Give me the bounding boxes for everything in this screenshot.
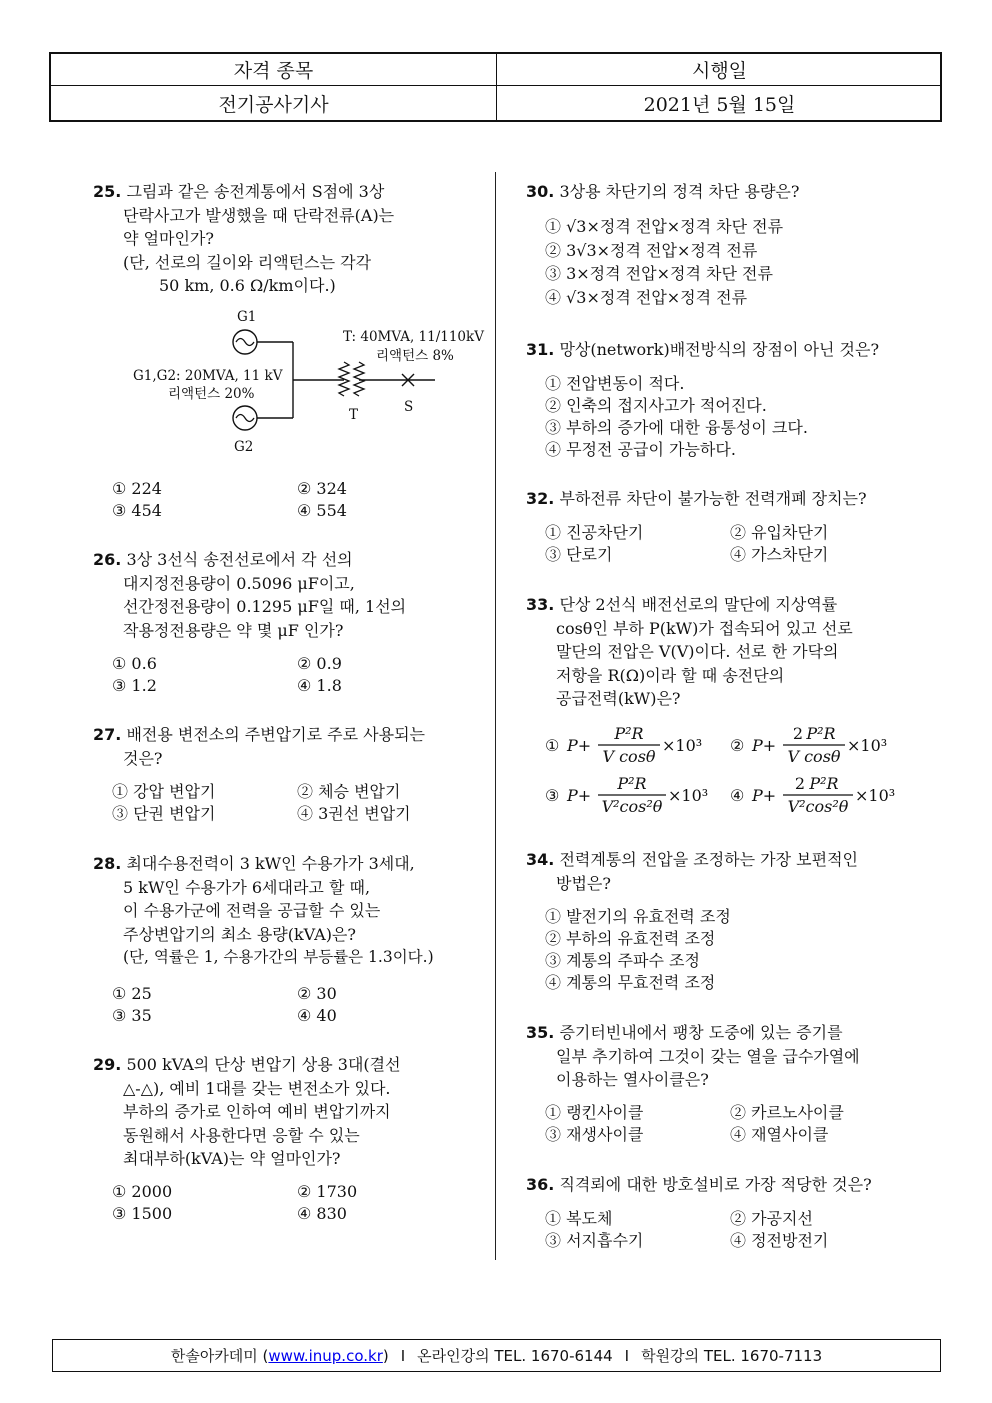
option[interactable]: ③ 454 [112, 501, 162, 520]
fault-point-label: S [404, 399, 414, 415]
transformer-primary-icon [339, 362, 349, 396]
footer-separator: I [624, 1346, 630, 1365]
option[interactable]: ② 인축의 접지사고가 적어진다. [545, 396, 767, 415]
formula-multiplier: ×10³ [847, 736, 888, 755]
option[interactable]: ① √3×정격 전압×정격 차단 전류 [545, 217, 784, 236]
question-text: 약 얼마인가? [123, 229, 214, 248]
transformer-reactance: 리액턴스 8% [376, 348, 454, 364]
question-text: 전력계통의 전압을 조정하는 가장 보편적인 [559, 850, 858, 869]
option[interactable]: ③ 1500 [112, 1204, 173, 1223]
transformer-secondary-icon [354, 362, 364, 396]
option[interactable]: ④ 재열사이클 [730, 1125, 829, 1144]
option[interactable]: ② 가공지선 [730, 1209, 813, 1228]
header-subject-value: 전기공사기사 [218, 94, 329, 116]
question-text: 이용하는 열사이클은? [556, 1070, 709, 1089]
option[interactable]: ② 324 [297, 479, 347, 498]
option[interactable]: ③ 3×정격 전압×정격 차단 전류 [545, 264, 773, 283]
question-text: 이 수용가군에 전력을 공급할 수 있는 [123, 901, 381, 920]
option[interactable]: ② 30 [297, 984, 337, 1003]
power-system-diagram [110, 305, 490, 460]
option[interactable]: ③ 단권 변압기 [112, 804, 216, 823]
formula-multiplier: ×10³ [662, 736, 703, 755]
transformer-spec: T: 40MVA, 11/110kV [343, 329, 484, 345]
option[interactable]: ① [545, 736, 560, 755]
question-32 [526, 487, 867, 511]
footer-close-paren: ) [382, 1346, 389, 1365]
option[interactable]: ① 랭킨사이클 [545, 1103, 644, 1122]
option[interactable]: ④ 정전방전기 [730, 1231, 829, 1250]
question-text: 부하의 증가로 인하여 예비 변압기까지 [123, 1102, 391, 1121]
question-number: 33. [526, 595, 555, 614]
option[interactable]: ② 3√3×정격 전압×정격 전류 [545, 241, 758, 260]
g2-label: G2 [234, 439, 254, 455]
question-number: 28. [93, 854, 122, 873]
formula-multiplier: ×10³ [668, 786, 709, 805]
option[interactable]: ② 유입차단기 [730, 523, 829, 542]
formula-multiplier: ×10³ [855, 786, 896, 805]
question-number: 29. [93, 1055, 122, 1074]
exam-header-table [49, 52, 942, 122]
question-36 [526, 1173, 872, 1197]
option[interactable]: ④ [730, 786, 745, 805]
option[interactable]: ② 카르노사이클 [730, 1103, 844, 1122]
q32-options [545, 522, 935, 568]
header-date-value: 2021년 5월 15일 [643, 94, 796, 116]
option[interactable]: ④ 830 [297, 1204, 347, 1223]
question-text: 최대수용전력이 3 kW인 수용가가 3세대, [126, 854, 415, 873]
formula-p: P+ [752, 736, 777, 755]
formula-numerator: P²R [809, 774, 839, 793]
option[interactable]: ④ 40 [297, 1006, 337, 1025]
formula-p: P+ [567, 786, 592, 805]
question-27 [93, 723, 425, 770]
formula-denominator: V cosθ [787, 747, 841, 766]
question-text: 방법은? [556, 873, 611, 893]
option[interactable]: ④ 계통의 무효전력 조정 [545, 973, 716, 992]
formula-numerator: P²R [806, 724, 836, 743]
footer-website-link[interactable]: www.inup.co.kr [268, 1346, 383, 1365]
question-text: 직격뢰에 대한 방호설비로 가장 적당한 것은? [559, 1175, 872, 1194]
question-text: 단상 2선식 배전선로의 말단에 지상역률 [559, 595, 838, 614]
question-text: 것은? [123, 748, 163, 768]
option[interactable]: ① 25 [112, 984, 152, 1003]
option[interactable]: ③ 계통의 주파수 조정 [545, 951, 700, 970]
option[interactable]: ④ 무정전 공급이 가능하다. [545, 440, 736, 459]
option[interactable]: ① 2000 [112, 1182, 173, 1201]
question-text: 그림과 같은 송전계통에서 S점에 3상 [126, 182, 385, 201]
formula-denominator: V²cos²θ [601, 797, 663, 816]
g1-label: G1 [237, 309, 257, 325]
option[interactable]: ② 1730 [297, 1182, 358, 1201]
question-text: △-△), 예비 1대를 갖는 변전소가 있다. [123, 1078, 391, 1098]
question-34 [526, 848, 858, 895]
question-text: 증기터빈내에서 팽창 도중에 있는 증기를 [559, 1023, 843, 1042]
question-26 [93, 548, 406, 642]
question-28 [93, 852, 434, 970]
q26-options [112, 653, 482, 699]
question-number: 31. [526, 340, 555, 359]
question-text: 배전용 변전소의 주변압기로 주로 사용되는 [126, 725, 425, 744]
question-number: 25. [93, 182, 122, 201]
question-33 [526, 593, 853, 711]
q29-options [112, 1181, 482, 1227]
question-text: 5 kW인 수용가가 6세대라고 할 때, [123, 877, 371, 897]
option[interactable]: ④ 554 [297, 501, 347, 520]
q31-options [545, 373, 935, 463]
question-text: 일부 추기하여 그것이 갖는 열을 급수가열에 [556, 1046, 860, 1066]
question-text: 망상(network)배전방식의 장점이 아닌 것은? [559, 340, 880, 359]
option[interactable]: ② 부하의 유효전력 조정 [545, 929, 716, 948]
question-number: 32. [526, 489, 555, 508]
option[interactable]: ④ √3×정격 전압×정격 전류 [545, 288, 748, 307]
question-text: 3상 3선식 송전선로에서 각 선의 [126, 550, 353, 569]
formula-denominator: V²cos²θ [787, 797, 849, 816]
q27-options [112, 781, 482, 827]
generator-reactance: 리액턴스 20% [168, 386, 255, 402]
question-text: 최대부하(kVA)는 약 얼마인가? [123, 1149, 341, 1168]
q34-options [545, 906, 935, 996]
footer-offline-phone: 학원강의 TEL. 1670-7113 [641, 1347, 823, 1365]
footer-bar [52, 1339, 941, 1372]
option[interactable]: ① 224 [112, 479, 162, 498]
option[interactable]: ④ 가스차단기 [730, 545, 829, 564]
option[interactable]: ③ 1.2 [112, 676, 157, 695]
q28-options [112, 983, 482, 1029]
formula-p: P+ [567, 736, 592, 755]
question-31 [526, 338, 879, 362]
formula-numerator: P²R [614, 724, 644, 743]
formula-coefficient: 2 [792, 724, 804, 743]
question-number: 35. [526, 1023, 555, 1042]
question-note: 50 km, 0.6 Ω/km이다.) [159, 276, 336, 295]
formula-numerator: P²R [617, 774, 647, 793]
option[interactable]: ③ 재생사이클 [545, 1125, 644, 1144]
question-text: 선간정전용량이 0.1295 μF일 때, 1선의 [123, 597, 407, 616]
q36-options [545, 1208, 935, 1254]
question-29 [93, 1053, 401, 1171]
option[interactable]: ① 진공차단기 [545, 523, 644, 542]
formula-coefficient: 2 [794, 774, 806, 793]
option[interactable]: ① 0.6 [112, 654, 157, 673]
question-text: 주상변압기의 최소 용량(kVA)은? [123, 924, 356, 944]
question-text: 말단의 전압은 V(V)이다. 선로 한 가닥의 [556, 642, 839, 661]
option[interactable]: ④ 1.8 [297, 676, 342, 695]
q35-options [545, 1102, 935, 1148]
question-text: 부하전류 차단이 불가능한 전력개폐 장치는? [559, 489, 867, 508]
option[interactable]: ③ 서지흡수기 [545, 1231, 644, 1250]
question-text: cosθ인 부하 P(kW)가 접속되어 있고 선로 [556, 618, 853, 638]
footer-online-phone: 온라인강의 TEL. 1670-6144 [417, 1347, 613, 1365]
q30-options [545, 216, 935, 308]
option[interactable]: ② [730, 736, 745, 755]
question-text: 단락사고가 발생했을 때 단락전류(A)는 [123, 205, 395, 225]
question-number: 30. [526, 182, 555, 201]
q33-formula-options [540, 718, 940, 828]
formula-p: P+ [752, 786, 777, 805]
transformer-label: T [349, 407, 359, 423]
option[interactable]: ① 발전기의 유효전력 조정 [545, 907, 731, 926]
option[interactable]: ② 0.9 [297, 654, 342, 673]
option[interactable]: ① 강압 변압기 [112, 782, 216, 801]
footer-academy: 한솔아카데미 ( [170, 1347, 269, 1365]
question-text: 3상용 차단기의 정격 차단 용량은? [559, 182, 800, 201]
option[interactable]: ① 전압변동이 적다. [545, 374, 685, 393]
question-number: 36. [526, 1175, 555, 1194]
option[interactable]: ③ 35 [112, 1006, 152, 1025]
header-subject-label: 자격 종목 [233, 60, 314, 82]
option[interactable]: ③ 부하의 증가에 대한 융통성이 크다. [545, 418, 808, 437]
footer-separator: I [400, 1346, 406, 1365]
header-date-label: 시행일 [691, 60, 748, 82]
column-divider [495, 172, 496, 1260]
question-text: 500 kVA의 단상 변압기 상용 3대(결선 [126, 1055, 401, 1074]
option[interactable]: ② 체승 변압기 [297, 782, 401, 801]
question-number: 26. [93, 550, 122, 569]
question-note: (단, 역률은 1, 수용가간의 부등률은 1.3이다.) [123, 948, 434, 966]
question-number: 34. [526, 850, 555, 869]
option[interactable]: ① 복도체 [545, 1209, 613, 1228]
option[interactable]: ③ [545, 786, 560, 805]
question-35 [526, 1021, 860, 1092]
question-text: 저항을 R(Ω)이라 할 때 송전단의 [556, 665, 785, 685]
option[interactable]: ③ 단로기 [545, 545, 613, 564]
question-30 [526, 180, 799, 204]
question-text: 대지정전용량이 0.5096 μF이고, [123, 573, 355, 593]
question-text: 작용정전용량은 약 몇 μF 인가? [123, 620, 344, 640]
question-number: 27. [93, 725, 122, 744]
question-text: 공급전력(kW)은? [556, 689, 681, 708]
question-note: (단, 선로의 길이와 리액턴스는 각각 [123, 252, 372, 272]
generator-spec: G1,G2: 20MVA, 11 kV [133, 368, 283, 384]
option[interactable]: ④ 3권선 변압기 [297, 804, 411, 823]
question-text: 동원해서 사용한다면 응할 수 있는 [123, 1125, 360, 1145]
formula-denominator: V cosθ [602, 747, 656, 766]
q25-options [112, 478, 482, 524]
question-25 [93, 180, 394, 298]
